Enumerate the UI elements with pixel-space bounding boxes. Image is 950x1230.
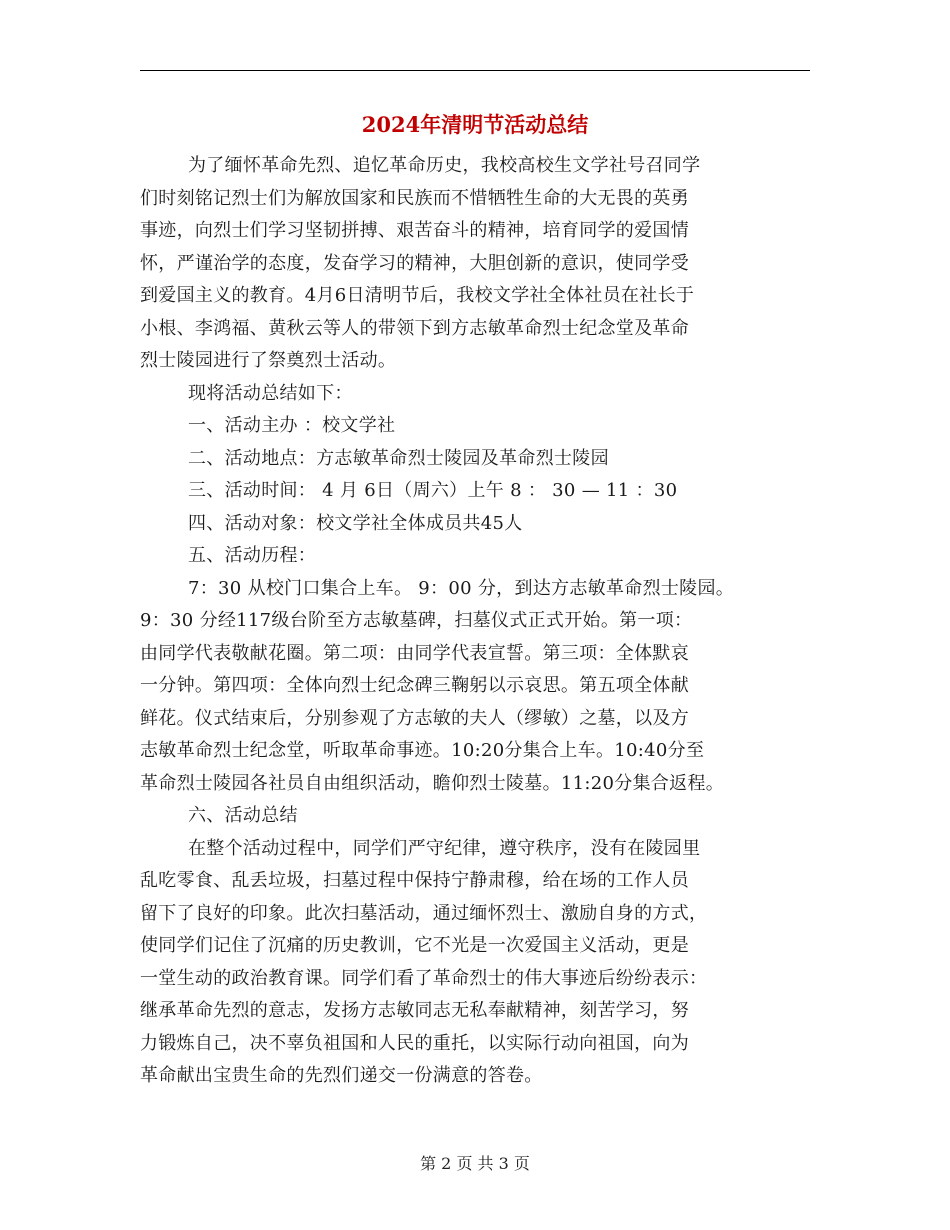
body-line: 鲜花。仪式结束后，分别参观了方志敏的夫人（缪敏）之墓，以及方 — [140, 707, 689, 729]
header-rule — [140, 70, 810, 71]
body-line: 到爱国主义的教育。4月6日清明节后，我校文学社全体社员在社长于 — [140, 285, 695, 306]
body-line: 三、活动时间： 4 月 6日（周六）上午 8 ： 30 — 11 ：30 — [188, 480, 678, 501]
body-line: 一、活动主办 ：校文学社 — [188, 415, 396, 436]
body-line: 烈士陵园进行了祭奠烈士活动。 — [140, 350, 397, 371]
body-line: 小根、李鸿福、黄秋云等人的带领下到方志敏革命烈士纪念堂及革命 — [140, 317, 689, 339]
body-line: 志敏革命烈士纪念堂，听取革命事迹。10:20分集合上车。10:40分至 — [140, 740, 705, 761]
body-line: 9：30 分经117级台阶至方志敏墓碑，扫墓仪式正式开始。第一项： — [140, 610, 693, 631]
body-line: 为了缅怀革命先烈、追忆革命历史，我校高校生文学社号召同学 — [188, 155, 701, 176]
body-line: 事迹，向烈士们学习坚韧拼搏、艰苦奋斗的精神，培育同学的爱国情 — [140, 220, 689, 241]
body-line: 乱吃零食、乱丢垃圾，扫墓过程中保持宁静肃穆，给在场的工作人员 — [140, 870, 689, 891]
body-line: 一堂生动的政治教育课。同学们看了革命烈士的伟大事迹后纷纷表示： — [140, 967, 708, 989]
body-line: 们时刻铭记烈士们为解放国家和民族而不惜牺牲生命的大无畏的英勇 — [140, 187, 689, 209]
body-line: 现将活动总结如下： — [188, 382, 353, 404]
body-line: 五、活动历程： — [188, 545, 317, 566]
body-line: 怀，严谨治学的态度，发奋学习的精神，大胆创新的意识，使同学受 — [140, 252, 689, 274]
body-line: 7：30 从校门口集合上车。 9：00 分，到达方志敏革命烈士陵园。 — [188, 577, 735, 599]
body-line: 留下了良好的印象。此次扫墓活动，通过缅怀烈士、激励自身的方式， — [140, 902, 708, 924]
body-line: 革命献出宝贵生命的先烈们递交一份满意的答卷。 — [140, 1065, 543, 1086]
body-line: 一分钟。第四项：全体向烈士纪念碑三鞠躬以示哀思。第五项全体献 — [140, 675, 689, 696]
document-body — [140, 150, 830, 1093]
document-title: 2024年清明节活动总结 — [361, 112, 589, 137]
body-line: 二、活动地点：方志敏革命烈士陵园及革命烈士陵园 — [188, 447, 609, 469]
body-line: 在整个活动过程中，同学们严守纪律，遵守秩序，没有在陵园里 — [188, 837, 701, 859]
body-line: 六、活动总结 — [188, 805, 298, 826]
body-line: 使同学们记住了沉痛的历史教训，它不光是一次爱国主义活动，更是 — [140, 935, 689, 956]
body-line: 力锻炼自己，决不辜负祖国和人民的重托，以实际行动向祖国，向为 — [140, 1032, 689, 1054]
body-line: 四、活动对象：校文学社全体成员共45人 — [188, 512, 523, 534]
body-line: 革命烈士陵园各社员自由组织活动，瞻仰烈士陵墓。11:20分集合返程。 — [140, 772, 725, 794]
body-line: 由同学代表敬献花圈。第二项：由同学代表宣誓。第三项：全体默哀 — [140, 642, 689, 664]
body-line: 继承革命先烈的意志，发扬方志敏同志无私奉献精神，刻苦学习，努 — [140, 1000, 689, 1021]
page-footer: 第 2 页 共 3 页 — [420, 1154, 530, 1173]
